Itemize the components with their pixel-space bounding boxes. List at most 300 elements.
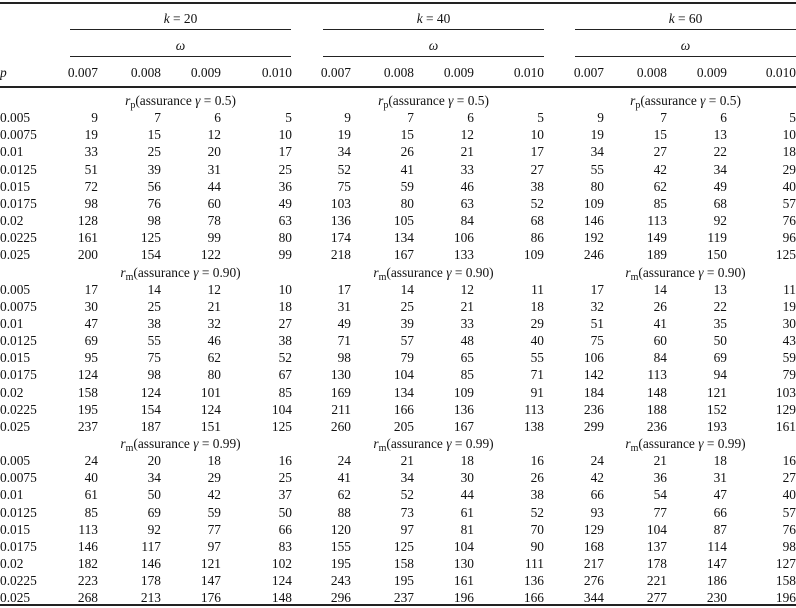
table-cell: 218 — [330, 247, 351, 263]
table-cell: 98 — [782, 538, 796, 554]
table-cell: 119 — [707, 230, 727, 246]
table-cell: 21 — [207, 298, 221, 314]
table-cell: 125 — [775, 247, 796, 263]
p-value: 0.0225 — [0, 573, 37, 589]
table-cell: 31 — [713, 470, 727, 486]
table-cell: 87 — [713, 521, 727, 537]
table-cell: 195 — [393, 573, 414, 589]
table-cell: 130 — [330, 367, 351, 383]
table-cell: 73 — [400, 504, 414, 520]
table-cell: 27 — [782, 470, 796, 486]
omega-header: ω — [428, 38, 439, 53]
table-cell: 109 — [583, 195, 604, 211]
omega-value-header: 0.007 — [320, 65, 351, 80]
omega-rule — [575, 56, 796, 57]
table-cell: 26 — [530, 470, 544, 486]
table-cell: 192 — [583, 230, 604, 246]
table-cell: 103 — [775, 384, 796, 400]
table-cell: 11 — [783, 281, 796, 297]
table-cell: 41 — [400, 161, 414, 177]
table-cell: 237 — [393, 590, 414, 606]
table-cell: 103 — [330, 195, 351, 211]
table-cell: 17 — [590, 281, 604, 297]
table-cell: 196 — [775, 590, 796, 606]
table-cell: 93 — [590, 504, 604, 520]
table-cell: 75 — [147, 350, 161, 366]
p-value: 0.02 — [0, 384, 24, 400]
table-cell: 129 — [775, 401, 796, 417]
table-cell: 24 — [337, 453, 351, 469]
table-cell: 71 — [337, 333, 351, 349]
table-cell: 125 — [140, 230, 161, 246]
p-value: 0.0125 — [0, 504, 37, 520]
p-value: 0.005 — [0, 281, 31, 297]
table-cell: 217 — [583, 556, 604, 572]
p-value: 0.01 — [0, 487, 24, 503]
table-cell: 18 — [278, 298, 292, 314]
table-cell: 9 — [597, 110, 604, 126]
table-cell: 34 — [713, 161, 727, 177]
table-cell: 38 — [147, 315, 161, 331]
table-cell: 85 — [653, 195, 667, 211]
table-cell: 51 — [84, 161, 98, 177]
table-cell: 15 — [653, 127, 667, 143]
table-cell: 136 — [523, 573, 544, 589]
table-cell: 55 — [590, 161, 604, 177]
table-cell: 54 — [653, 487, 667, 503]
table-cell: 18 — [207, 453, 221, 469]
table-cell: 11 — [531, 281, 544, 297]
table-cell: 12 — [460, 281, 474, 297]
table-cell: 296 — [330, 590, 351, 606]
table-cell: 38 — [530, 178, 544, 194]
table-cell: 176 — [200, 590, 221, 606]
omega-value-header: 0.008 — [636, 65, 667, 80]
table-cell: 33 — [460, 161, 474, 177]
p-value: 0.0125 — [0, 161, 37, 177]
table-cell: 21 — [460, 298, 474, 314]
table-cell: 46 — [460, 178, 474, 194]
table-cell: 38 — [530, 487, 544, 503]
table-cell: 24 — [84, 453, 98, 469]
table-cell: 41 — [337, 470, 351, 486]
table-cell: 94 — [713, 367, 727, 383]
section-caption: $r_m(assurance$ γ = 0.99) — [373, 436, 494, 454]
p-value: 0.02 — [0, 556, 24, 572]
p-value: 0.025 — [0, 418, 31, 434]
table-cell: 47 — [713, 487, 727, 503]
table-cell: 68 — [530, 213, 544, 229]
table-cell: 246 — [583, 247, 604, 263]
table-cell: 33 — [460, 315, 474, 331]
table-cell: 92 — [713, 213, 727, 229]
table-cell: 50 — [278, 504, 292, 520]
p-value: 0.0225 — [0, 230, 37, 246]
table-cell: 51 — [590, 315, 604, 331]
table-cell: 200 — [77, 247, 98, 263]
table-cell: 15 — [147, 127, 161, 143]
table-cell: 75 — [337, 178, 351, 194]
section-caption: $r_m(assurance$ γ = 0.90) — [120, 264, 241, 283]
table-cell: 178 — [140, 573, 161, 589]
table-cell: 6 — [467, 110, 474, 126]
table-cell: 15 — [400, 127, 414, 143]
table-cell: 182 — [77, 556, 98, 572]
table-cell: 66 — [713, 504, 727, 520]
table-cell: 186 — [706, 573, 727, 589]
table-cell: 67 — [278, 367, 292, 383]
table-cell: 59 — [782, 350, 796, 366]
p-value: 0.005 — [0, 453, 31, 469]
table-cell: 168 — [583, 538, 604, 554]
p-value: 0.025 — [0, 247, 31, 263]
table-cell: 129 — [583, 521, 604, 537]
table-cell: 18 — [530, 298, 544, 314]
table-cell: 133 — [453, 247, 474, 263]
table-cell: 52 — [400, 487, 414, 503]
table-cell: 19 — [590, 127, 604, 143]
table-cell: 9 — [91, 110, 98, 126]
table-cell: 95 — [84, 350, 98, 366]
table-cell: 158 — [77, 384, 98, 400]
table-cell: 85 — [278, 384, 292, 400]
p-value: 0.005 — [0, 110, 31, 126]
table-cell: 30 — [84, 298, 98, 314]
section-caption: $r_p(assurance$ γ = 0.5) — [378, 93, 489, 111]
table-cell: 152 — [706, 401, 727, 417]
table-cell: 63 — [460, 195, 474, 211]
table-cell: 105 — [393, 213, 414, 229]
table-cell: 34 — [337, 144, 351, 160]
table-cell: 25 — [147, 298, 161, 314]
table-cell: 148 — [646, 384, 667, 400]
table-cell: 17 — [337, 281, 351, 297]
table-cell: 56 — [147, 178, 161, 194]
table-cell: 62 — [337, 487, 351, 503]
table-cell: 44 — [207, 178, 221, 194]
table-cell: 97 — [207, 538, 221, 554]
table-cell: 41 — [653, 315, 667, 331]
k-group-rule — [323, 29, 544, 30]
table-cell: 52 — [278, 350, 292, 366]
table-cell: 189 — [646, 247, 667, 263]
table-cell: 97 — [400, 521, 414, 537]
table-cell: 9 — [344, 110, 351, 126]
table-cell: 10 — [530, 127, 544, 143]
table-cell: 151 — [200, 418, 221, 434]
table-cell: 69 — [84, 333, 98, 349]
table-cell: 188 — [646, 401, 667, 417]
table-cell: 174 — [330, 230, 351, 246]
table-cell: 113 — [647, 213, 667, 229]
p-value: 0.0175 — [0, 195, 37, 211]
table-cell: 211 — [331, 401, 351, 417]
table-cell: 221 — [646, 573, 667, 589]
p-value: 0.0075 — [0, 298, 37, 314]
table-cell: 17 — [278, 144, 292, 160]
k-group-header: k = 20 — [163, 11, 198, 26]
table-cell: 19 — [337, 127, 351, 143]
table-cell: 147 — [200, 573, 221, 589]
table-cell: 196 — [453, 590, 474, 606]
omega-value-header: 0.009 — [696, 65, 727, 80]
table-cell: 35 — [713, 315, 727, 331]
p-value: 0.0175 — [0, 367, 37, 383]
p-header: p — [0, 65, 7, 80]
table-cell: 76 — [782, 213, 796, 229]
table-cell: 50 — [147, 487, 161, 503]
table-cell: 80 — [590, 178, 604, 194]
table-cell: 20 — [147, 453, 161, 469]
table-cell: 106 — [453, 230, 474, 246]
table-cell: 61 — [84, 487, 98, 503]
table-cell: 75 — [590, 333, 604, 349]
table-cell: 236 — [583, 401, 604, 417]
table-cell: 31 — [337, 298, 351, 314]
table-cell: 5 — [537, 110, 544, 126]
table-cell: 49 — [278, 195, 292, 211]
omega-value-header: 0.007 — [67, 65, 98, 80]
table-cell: 21 — [653, 453, 667, 469]
table-cell: 104 — [453, 538, 474, 554]
table-cell: 10 — [782, 127, 796, 143]
table-cell: 277 — [646, 590, 667, 606]
table-cell: 104 — [271, 401, 292, 417]
table-cell: 16 — [782, 453, 796, 469]
omega-value-header: 0.009 — [190, 65, 221, 80]
table-cell: 14 — [653, 281, 667, 297]
table-cell: 167 — [393, 247, 414, 263]
table-cell: 62 — [207, 350, 221, 366]
k-group-rule — [575, 29, 796, 30]
table-cell: 25 — [278, 161, 292, 177]
table-cell: 98 — [147, 367, 161, 383]
table-cell: 213 — [140, 590, 161, 606]
table-cell: 76 — [147, 195, 161, 211]
header-bottom-rule — [0, 86, 796, 88]
table-cell: 47 — [84, 315, 98, 331]
table-cell: 137 — [646, 538, 667, 554]
table-cell: 193 — [706, 418, 727, 434]
table-cell: 40 — [782, 178, 796, 194]
table-cell: 26 — [400, 144, 414, 160]
table-cell: 146 — [140, 556, 161, 572]
table-cell: 6 — [214, 110, 221, 126]
section-caption: $r_m(assurance$ γ = 0.99) — [120, 436, 241, 454]
table-cell: 36 — [278, 178, 292, 194]
table-cell: 178 — [646, 556, 667, 572]
table-cell: 99 — [278, 247, 292, 263]
section-caption: $r_p(assurance$ γ = 0.5) — [630, 93, 741, 111]
k-symbol: k — [416, 11, 423, 26]
table-cell: 79 — [400, 350, 414, 366]
table-cell: 14 — [147, 281, 161, 297]
table-cell: 187 — [140, 418, 161, 434]
table-cell: 29 — [207, 470, 221, 486]
table-cell: 16 — [278, 453, 292, 469]
table-cell: 91 — [530, 384, 544, 400]
table-cell: 88 — [337, 504, 351, 520]
table-cell: 34 — [147, 470, 161, 486]
table-cell: 86 — [530, 230, 544, 246]
table-cell: 42 — [207, 487, 221, 503]
table-cell: 80 — [400, 195, 414, 211]
table-cell: 25 — [400, 298, 414, 314]
table-cell: 69 — [147, 504, 161, 520]
table-cell: 121 — [706, 384, 727, 400]
table-cell: 117 — [141, 538, 161, 554]
table-cell: 57 — [400, 333, 414, 349]
table-cell: 66 — [590, 487, 604, 503]
table-cell: 59 — [400, 178, 414, 194]
table-cell: 17 — [84, 281, 98, 297]
table-cell: 10 — [278, 127, 292, 143]
table-cell: 39 — [147, 161, 161, 177]
table-cell: 121 — [200, 556, 221, 572]
table-cell: 77 — [207, 521, 221, 537]
table-cell: 104 — [646, 521, 667, 537]
table-cell: 59 — [207, 504, 221, 520]
table-cell: 134 — [393, 230, 414, 246]
table-cell: 42 — [653, 161, 667, 177]
table-cell: 32 — [207, 315, 221, 331]
table-cell: 20 — [207, 144, 221, 160]
table-cell: 184 — [583, 384, 604, 400]
table-cell: 161 — [775, 418, 796, 434]
table-cell: 6 — [720, 110, 727, 126]
table-cell: 148 — [271, 590, 292, 606]
table-cell: 18 — [782, 144, 796, 160]
table-cell: 71 — [530, 367, 544, 383]
table-cell: 72 — [84, 178, 98, 194]
table-cell: 122 — [200, 247, 221, 263]
table-cell: 127 — [775, 556, 796, 572]
table-cell: 124 — [200, 401, 221, 417]
table-cell: 46 — [207, 333, 221, 349]
table-cell: 16 — [530, 453, 544, 469]
table-cell: 7 — [407, 110, 414, 126]
table-cell: 134 — [393, 384, 414, 400]
table-cell: 147 — [706, 556, 727, 572]
table-cell: 12 — [460, 127, 474, 143]
table-cell: 120 — [330, 521, 351, 537]
table-cell: 98 — [147, 213, 161, 229]
table-cell: 128 — [77, 213, 98, 229]
table-cell: 33 — [84, 144, 98, 160]
section-caption: $r_p(assurance$ γ = 0.5) — [125, 93, 236, 111]
table-cell: 37 — [278, 487, 292, 503]
p-value: 0.0075 — [0, 470, 37, 486]
table-cell: 76 — [782, 521, 796, 537]
table-cell: 14 — [400, 281, 414, 297]
table-cell: 149 — [646, 230, 667, 246]
table-cell: 268 — [77, 590, 98, 606]
table-cell: 150 — [706, 247, 727, 263]
table-cell: 26 — [653, 298, 667, 314]
table-cell: 39 — [400, 315, 414, 331]
table-cell: 113 — [647, 367, 667, 383]
table-cell: 138 — [523, 418, 544, 434]
table-cell: 21 — [460, 144, 474, 160]
table-cell: 7 — [660, 110, 667, 126]
table-cell: 236 — [646, 418, 667, 434]
table-cell: 80 — [207, 367, 221, 383]
table-cell: 344 — [583, 590, 604, 606]
table-cell: 83 — [278, 538, 292, 554]
table-cell: 13 — [713, 127, 727, 143]
omega-header: ω — [175, 38, 186, 53]
table-cell: 111 — [524, 556, 544, 572]
table-cell: 66 — [278, 521, 292, 537]
table-cell: 161 — [77, 230, 98, 246]
table-cell: 65 — [460, 350, 474, 366]
table-cell: 154 — [140, 401, 161, 417]
table-cell: 223 — [77, 573, 98, 589]
table-cell: 102 — [271, 556, 292, 572]
table-cell: 154 — [140, 247, 161, 263]
p-value: 0.0225 — [0, 401, 37, 417]
omega-value-header: 0.009 — [443, 65, 474, 80]
table-cell: 27 — [278, 315, 292, 331]
table-cell: 84 — [653, 350, 667, 366]
table-cell: 7 — [154, 110, 161, 126]
omega-header: ω — [680, 38, 691, 53]
k-symbol: k — [163, 11, 170, 26]
omega-rule — [323, 56, 544, 57]
omega-value-header: 0.008 — [383, 65, 414, 80]
table-cell: 158 — [393, 556, 414, 572]
table-cell: 161 — [453, 573, 474, 589]
table-cell: 124 — [271, 573, 292, 589]
table-cell: 40 — [84, 470, 98, 486]
table-cell: 32 — [590, 298, 604, 314]
table-cell: 70 — [530, 521, 544, 537]
table-cell: 22 — [713, 144, 727, 160]
k-group-rule — [70, 29, 291, 30]
table-cell: 166 — [393, 401, 414, 417]
section-caption: $r_m(assurance$ γ = 0.99) — [625, 436, 746, 454]
table-cell: 17 — [530, 144, 544, 160]
table-cell: 25 — [147, 144, 161, 160]
table-cell: 5 — [789, 110, 796, 126]
p-value: 0.01 — [0, 315, 24, 331]
table-cell: 90 — [530, 538, 544, 554]
table-cell: 55 — [147, 333, 161, 349]
table-cell: 63 — [278, 213, 292, 229]
table-cell: 124 — [77, 367, 98, 383]
table-cell: 158 — [775, 573, 796, 589]
table-cell: 50 — [713, 333, 727, 349]
p-value: 0.025 — [0, 590, 31, 606]
table-cell: 142 — [583, 367, 604, 383]
table-cell: 38 — [278, 333, 292, 349]
table-cell: 19 — [782, 298, 796, 314]
table-cell: 55 — [530, 350, 544, 366]
table-cell: 5 — [285, 110, 292, 126]
table-cell: 44 — [460, 487, 474, 503]
table-cell: 114 — [707, 538, 727, 554]
table-cell: 125 — [271, 418, 292, 434]
table-cell: 109 — [523, 247, 544, 263]
omega-value-header: 0.008 — [130, 65, 161, 80]
table-cell: 81 — [460, 521, 474, 537]
omega-rule — [70, 56, 291, 57]
table-cell: 18 — [460, 453, 474, 469]
table-cell: 29 — [530, 315, 544, 331]
table-cell: 125 — [393, 538, 414, 554]
table-cell: 43 — [782, 333, 796, 349]
table-cell: 60 — [207, 195, 221, 211]
